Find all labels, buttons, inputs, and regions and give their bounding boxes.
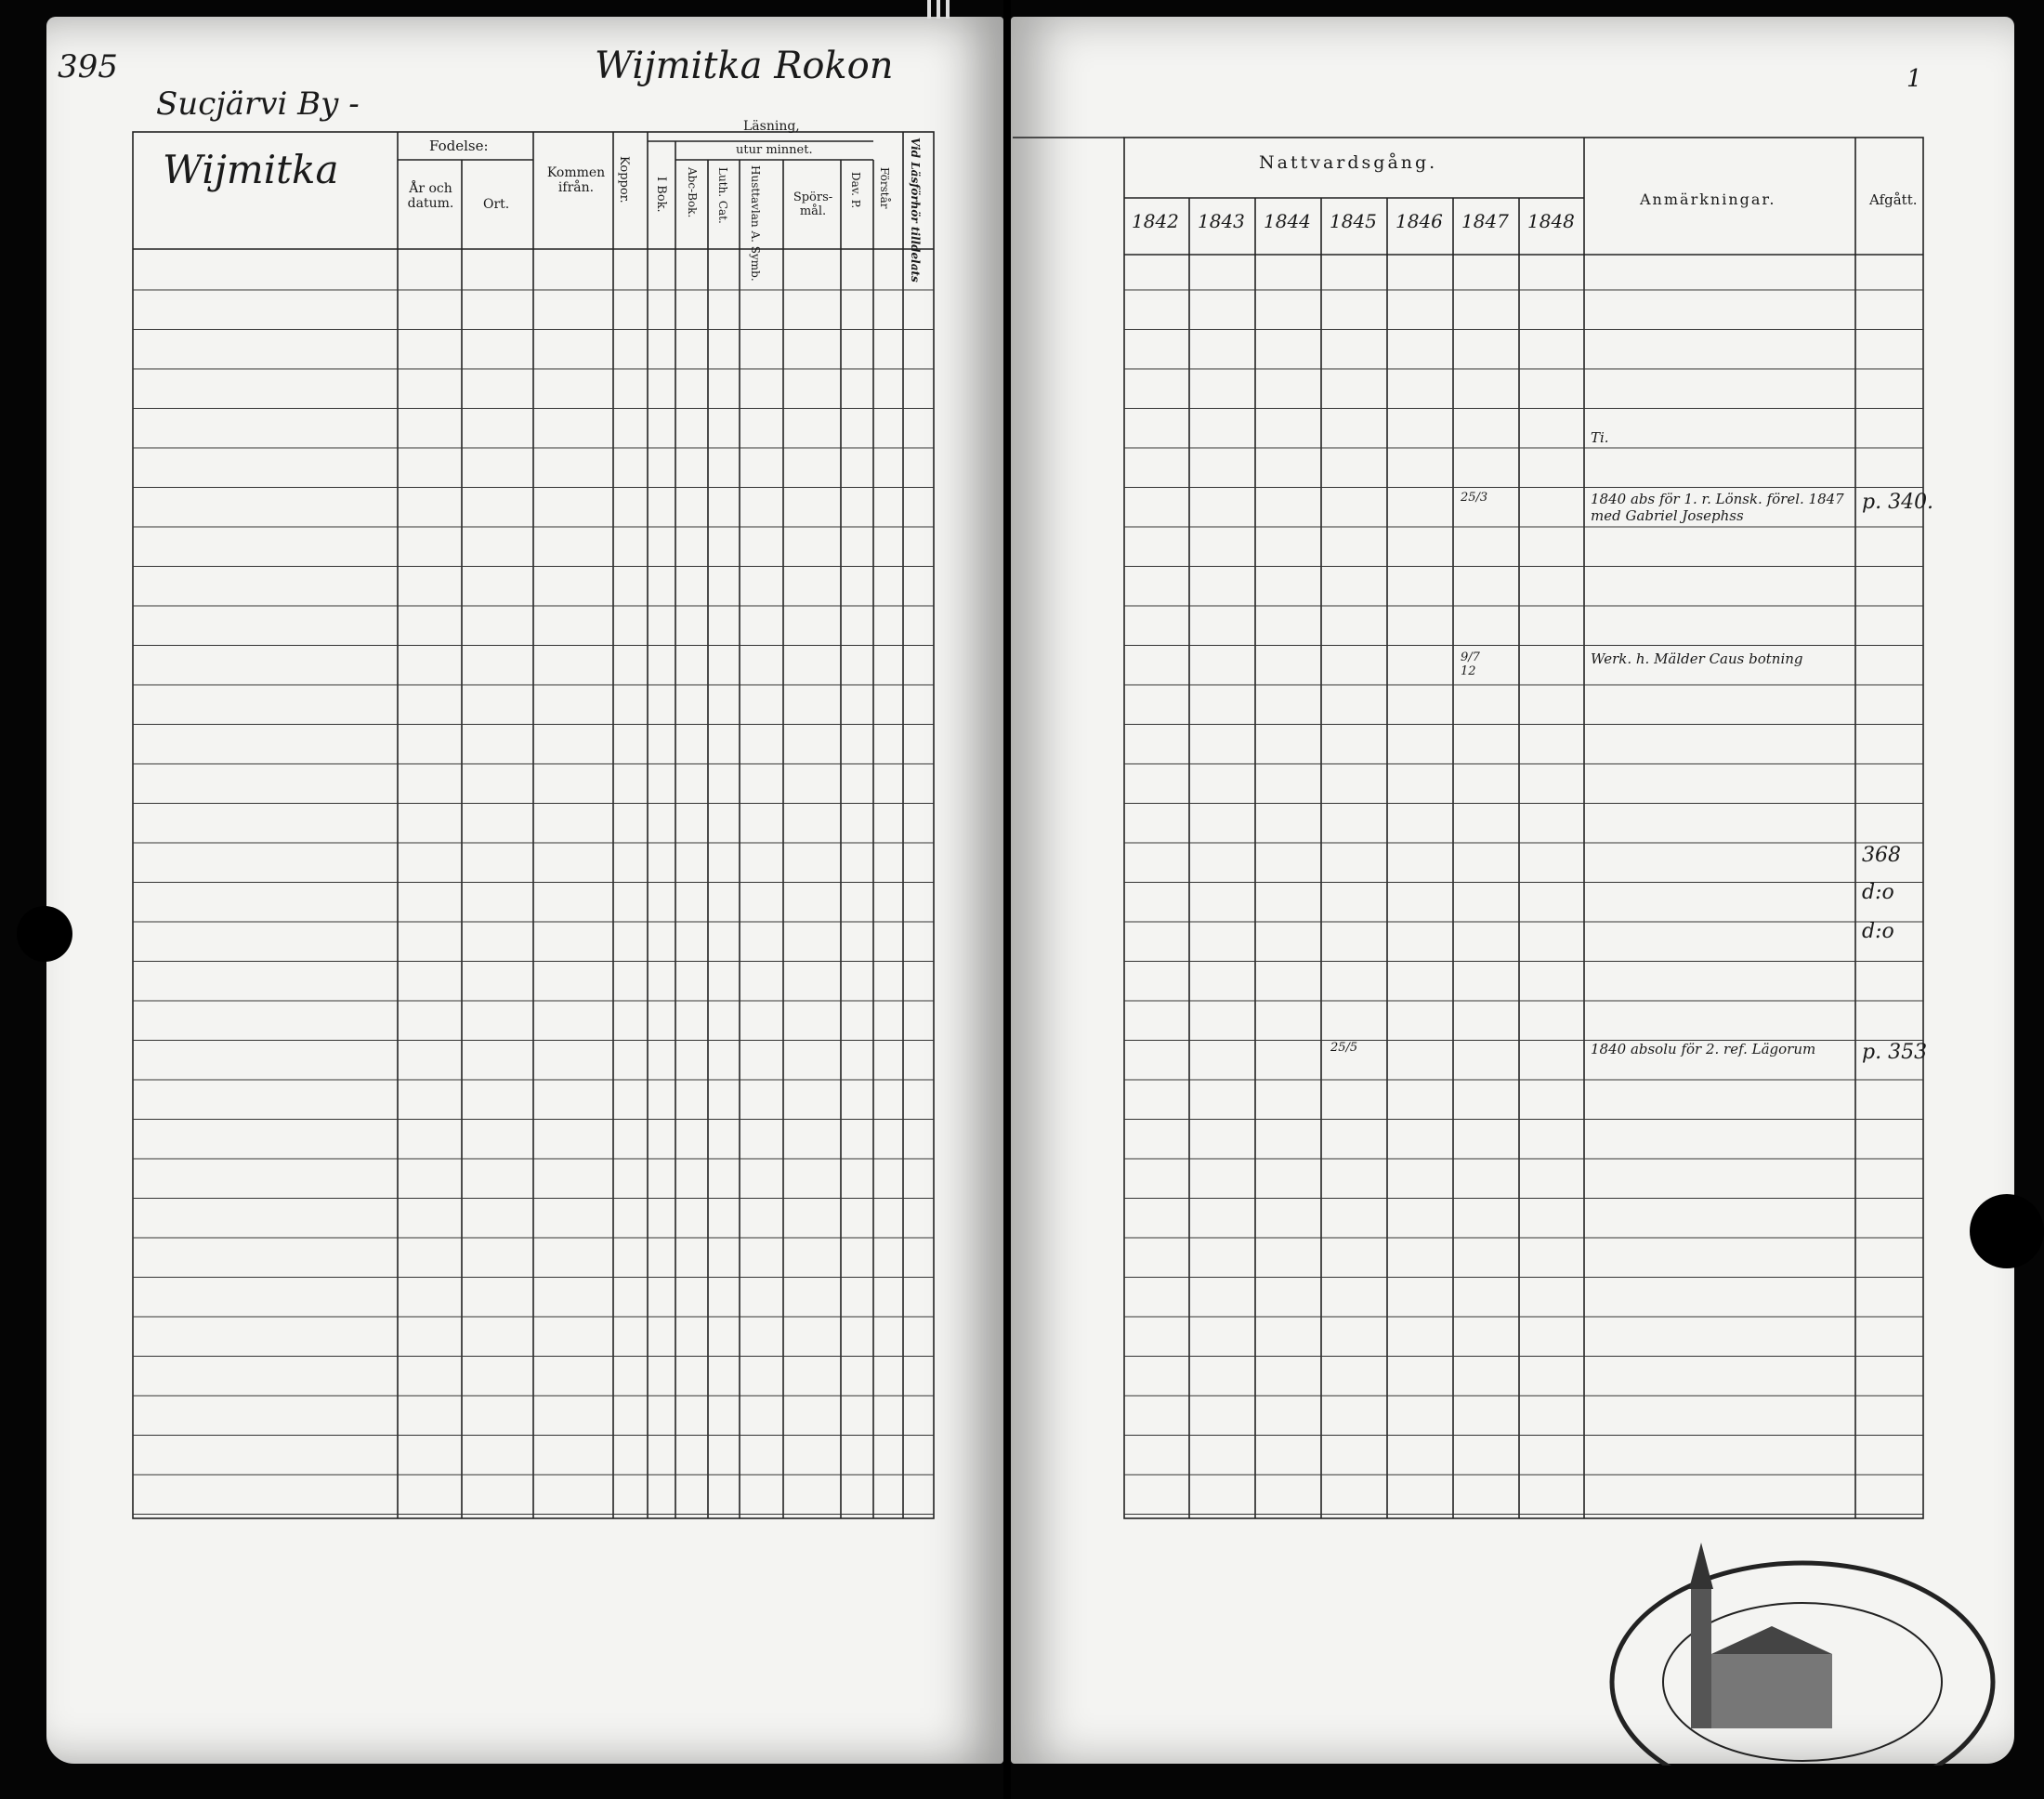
nattvard-1847: 25/3	[1461, 491, 1488, 505]
note-text: 1840 absolu för 2. ref. Lägorum	[1591, 1041, 1816, 1057]
year-header: 1848	[1527, 210, 1575, 232]
col-fodelse: Fodelse:	[429, 138, 489, 154]
year-header: 1844	[1264, 210, 1311, 232]
nattvard-1845: 25/5	[1330, 1041, 1358, 1055]
col-lasning: Läsning,	[743, 119, 800, 134]
note-afgatt: d:o	[1862, 881, 1894, 904]
anmarkningar-header: Anmärkningar.	[1640, 190, 1776, 208]
col-symb: Husttavlan A. Symb.	[749, 165, 762, 282]
note-afgatt: p. 353	[1862, 1041, 1928, 1064]
col-kommen-ifran: Kommen ifrån.	[546, 165, 606, 195]
year-header: 1842	[1132, 210, 1179, 232]
col-luth-cat: Luth. Cat.	[716, 167, 729, 224]
farm-header: Wijmitka Rokon	[595, 45, 894, 87]
note-text: Ti.	[1591, 429, 1609, 446]
year-header: 1843	[1198, 210, 1245, 232]
year-header: 1845	[1330, 210, 1377, 232]
afgatt-header: Afgått.	[1869, 191, 1918, 208]
farm-name: Wijmitka	[163, 147, 339, 192]
page-number: 395	[58, 48, 118, 85]
col-koppor: Koppor.	[617, 156, 631, 204]
year-header: 1846	[1395, 210, 1443, 232]
village-header: Sucjärvi By -	[156, 85, 360, 123]
col-dav-p: Dav. P.	[849, 172, 862, 209]
nattvardsgang-header: Nattvardsgång.	[1259, 152, 1438, 173]
col-abc-bok: Abc-Bok.	[686, 167, 699, 218]
col-sporsmal: Spörs-mål.	[793, 190, 833, 218]
note-text: 1840 abs för 1. r. Lönsk. förel. 1847 med Gabriel Josephss	[1591, 491, 1844, 524]
col-forstar: Förstår	[878, 167, 891, 209]
note-afgatt: 368	[1862, 844, 1901, 867]
col-utur-minnet: utur minnet.	[736, 143, 813, 157]
note-text: Werk. h. Mälder Caus botning	[1591, 650, 1803, 667]
col-i-bok: I Bok.	[654, 177, 668, 213]
diocese-stamp	[1589, 1524, 2044, 1766]
note-afgatt: p. 340.	[1862, 491, 1934, 514]
nattvard-1847: 9/7 12	[1461, 650, 1480, 678]
year-header: 1847	[1461, 210, 1509, 232]
note-afgatt: d:o	[1862, 920, 1894, 943]
col-ar-och-datum: År och datum.	[407, 181, 454, 211]
col-vid-lasforhor: Vid Läsförhör tilldelats	[909, 138, 922, 282]
col-ort: Ort.	[483, 197, 510, 212]
page-mark: 1	[1906, 65, 1922, 93]
